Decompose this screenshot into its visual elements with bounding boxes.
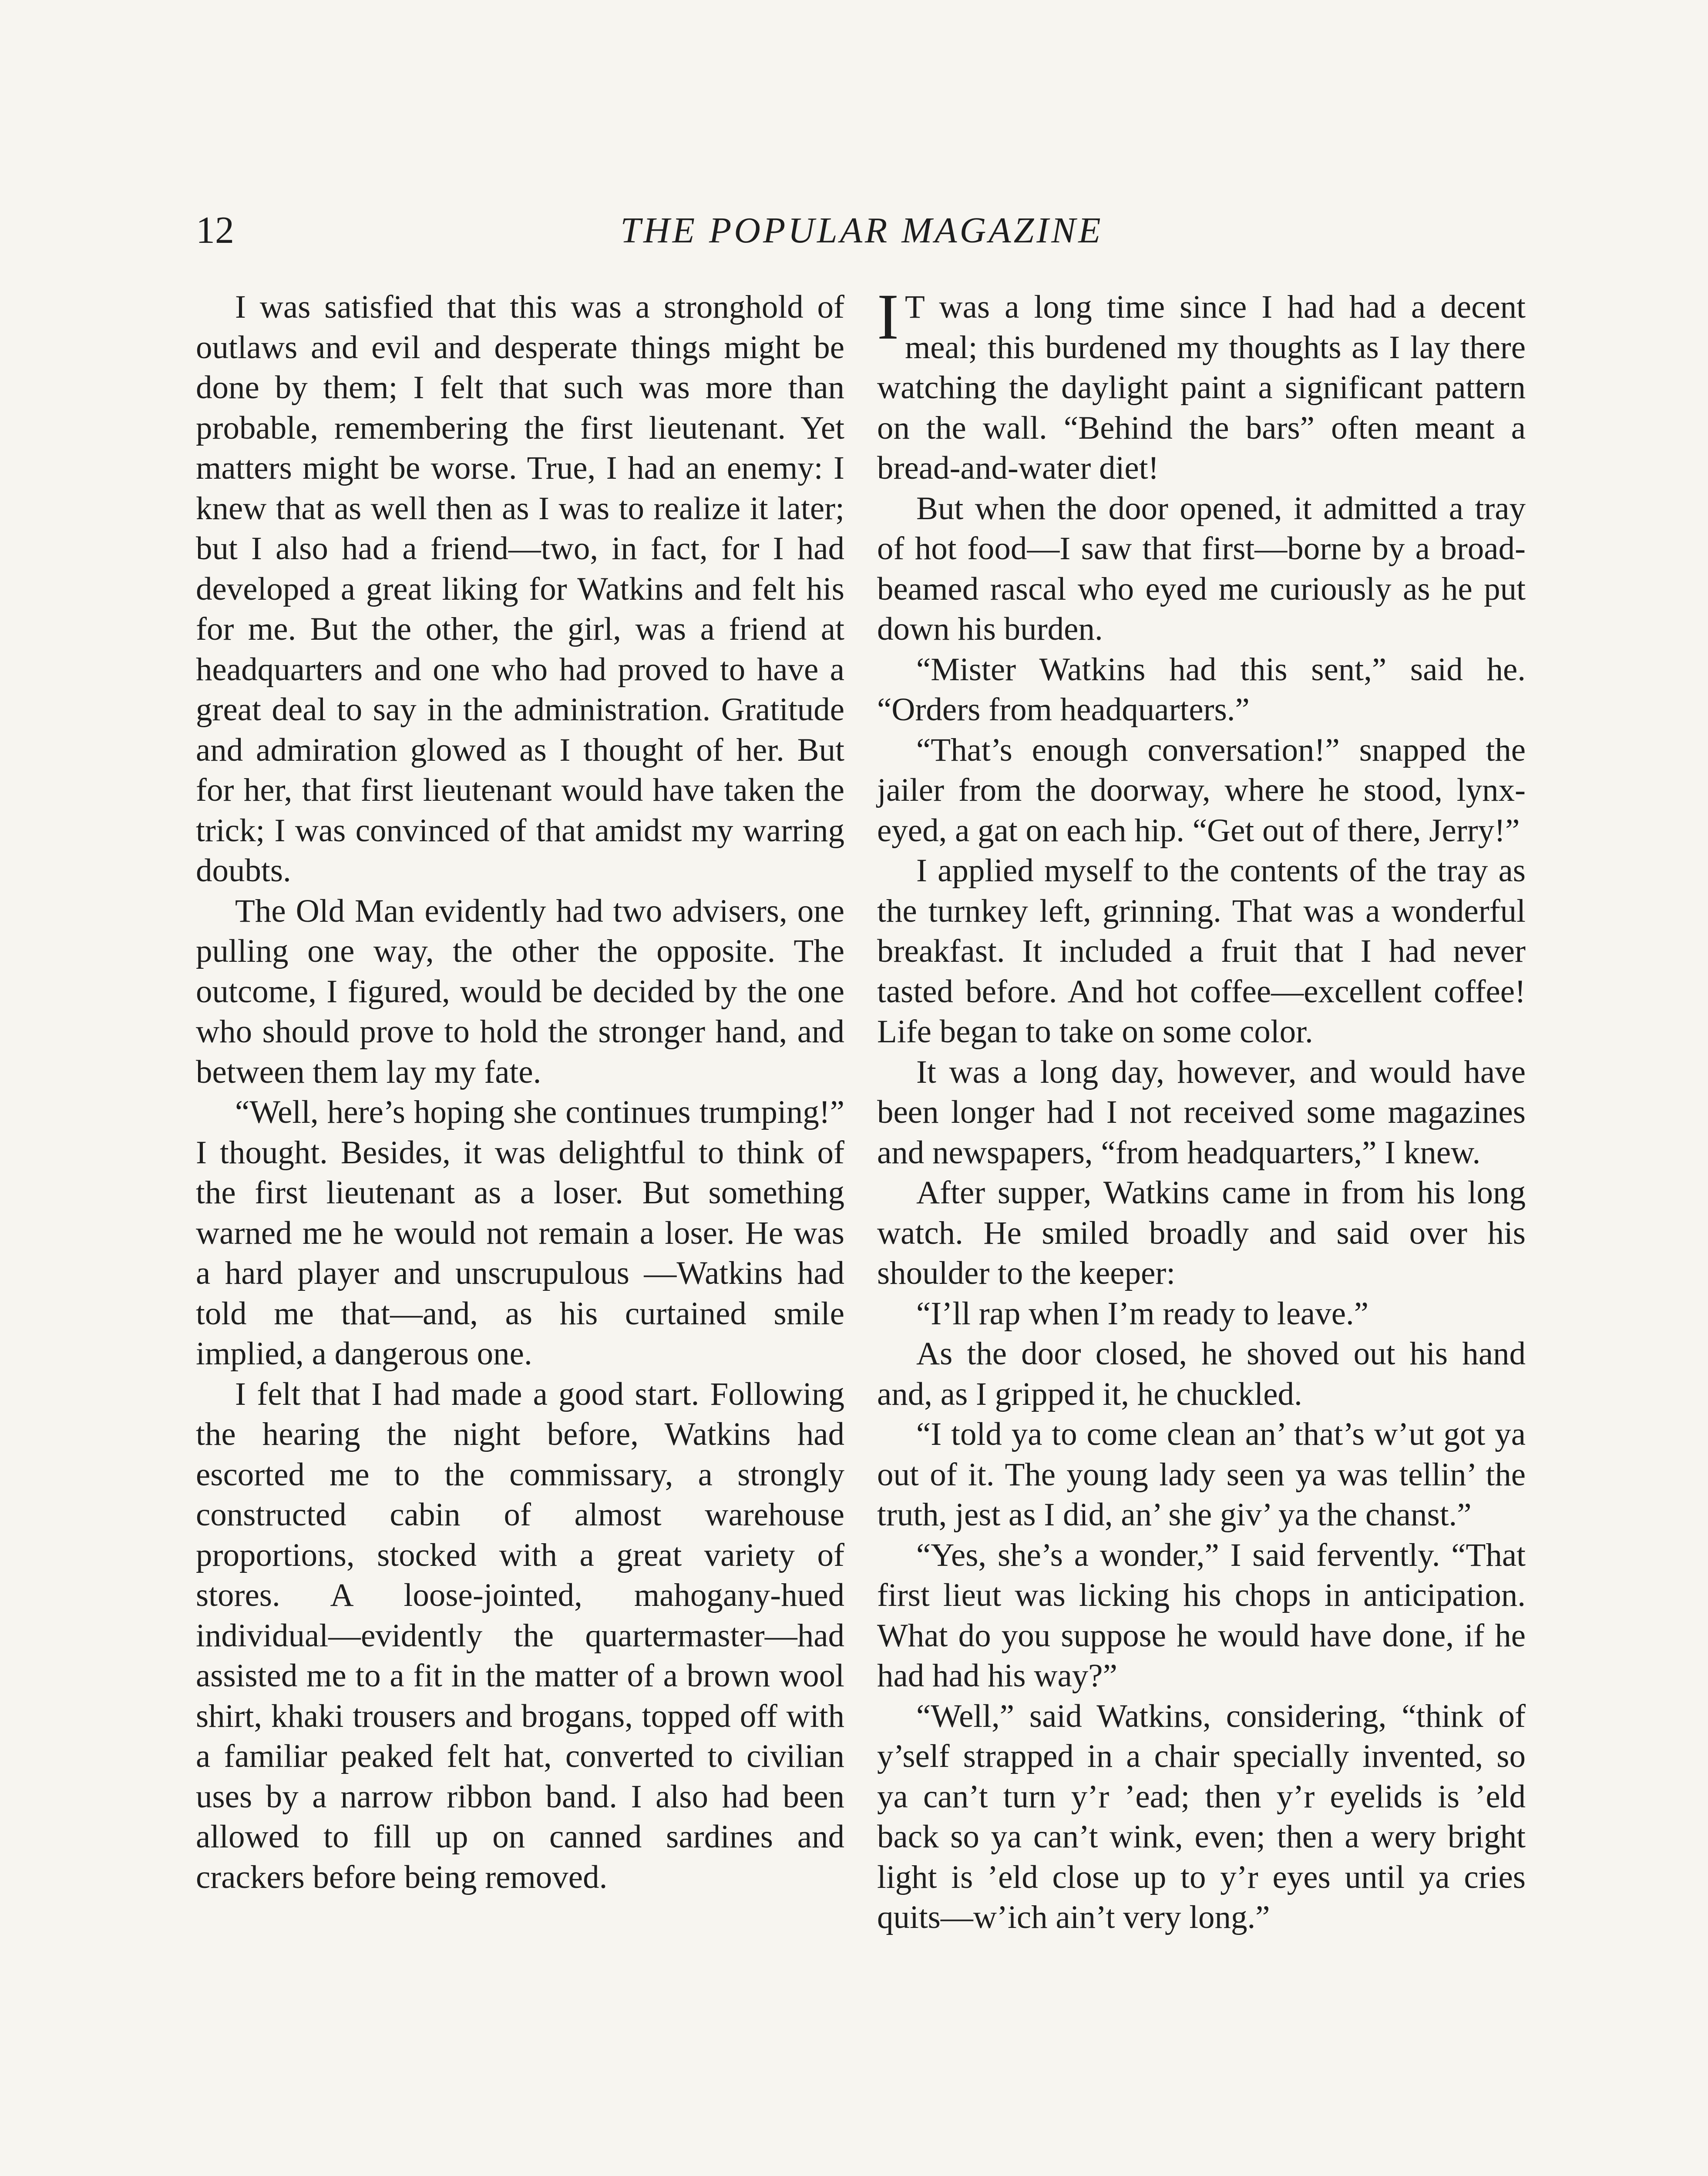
paragraph: But when the door opened, it admitted a tray of hot food—I saw that first—borne by a broad-beamed rascal who eyed me curiously as he put down his burden. <box>877 490 1526 647</box>
paragraph: I was satisfied that this was a stronghold of outlaws and evil and desperate things might be done by them; I felt that such was more than probable, remembering the first lieutenant. Yet matters might be worse. True, I had an enemy: I knew that as well then as I was to realize it later; but I also had a friend—two, in fact, for I had developed a great liking for Watkins and felt his for me. But the other, the girl, was a friend at headquarters and one who had proved to have a great deal to say in the administration. Gratitude and admiration glowed as I thought of her. But for her, that first lieutenant would have taken the trick; I was convinced of that amidst my warring doubts. <box>196 289 844 889</box>
paragraph: After supper, Watkins came in from his long watch. He smiled broadly and said over his shoulder to the keeper: <box>877 1175 1526 1291</box>
paragraph: “I’ll rap when I’m ready to leave.” <box>916 1295 1369 1332</box>
right-column <box>877 281 1526 1938</box>
running-title: THE POPULAR MAGAZINE <box>620 210 1103 251</box>
paragraph: “That’s enough conversation!” snapped the jailer from the doorway, where he stood, lynx-eyed, a gat on each hip. “Get out of there, Jerry!” <box>877 732 1526 849</box>
paragraph: I felt that I had made a good start. Following the hearing the night before, Watkins had escorted me to the commissary, a strongly constructed cabin of almost warehouse proportions, stocked with a great variety of stores. A loose-jointed, mahogany-hued individual—evidently the quartermaster—had assisted me to a fit in the matter of a brown wool shirt, khaki trousers and brogans, topped off with a familiar peaked felt hat, converted to civilian uses by a narrow ribbon band. I also had been allowed to fill up on canned sardines and crackers before being removed. <box>196 1376 844 1895</box>
opening-paragraph <box>877 281 1526 489</box>
paragraph: The Old Man evidently had two advisers, one pulling one way, the other the opposite. The outcome, I figured, would be decided by the one who should prove to hold the stronger hand, and between them lay my fate. <box>196 893 844 1090</box>
left-column <box>196 287 844 1897</box>
page-header <box>196 205 1528 257</box>
page-number: 12 <box>196 209 234 252</box>
paragraph: I applied myself to the contents of the tray as the turnkey left, grinning. That was a wonderful breakfast. It included a fruit that I had never tasted before. And hot coffee—excellent coffee! Life began to take on some color. <box>877 853 1526 1050</box>
opening-paragraph-text: T was a long time since I had had a decent meal; this burdened my thoughts as I lay there watching the daylight paint a significant pattern on the wall. “Behind the bars” often meant a bread-and-water diet! <box>877 289 1526 486</box>
drop-cap: I <box>877 281 899 353</box>
paragraph: It was a long day, however, and would have been longer had I not received some magazines and newspapers, “from headquarters,” I knew. <box>877 1054 1526 1171</box>
paragraph: “I told ya to come clean an’ that’s w’ut got ya out of it. The young lady seen ya was tellin’ the truth, jest as I did, an’ she giv’ ya the chanst.” <box>877 1416 1526 1533</box>
paragraph: “Well, here’s hoping she continues trumping!” I thought. Besides, it was delightful to think of the first lieutenant as a loser. But something warned me he would not remain a loser. He was a hard player and unscrupulous —Watkins had told me that—and, as his curtained smile implied, a dangerous one. <box>196 1094 844 1372</box>
paragraph: “Yes, she’s a wonder,” I said fervently. “That first lieut was licking his chops in anticipation. What do you suppose he would have done, if he had had his way?” <box>877 1537 1526 1694</box>
paragraph: As the door closed, he shoved out his hand and, as I gripped it, he chuckled. <box>877 1336 1526 1412</box>
paragraph: “Well,” said Watkins, considering, “think of y’self strapped in a chair specially invented, so ya can’t turn y’r ’ead; then y’r eyelids is ’eld back so ya can’t wink, even; then a wery bright light is ’eld close up to y’r eyes until ya cries quits—w’ich ain’t very long.” <box>877 1698 1526 1935</box>
paragraph: “Mister Watkins had this sent,” said he. “Orders from headquarters.” <box>877 651 1526 728</box>
